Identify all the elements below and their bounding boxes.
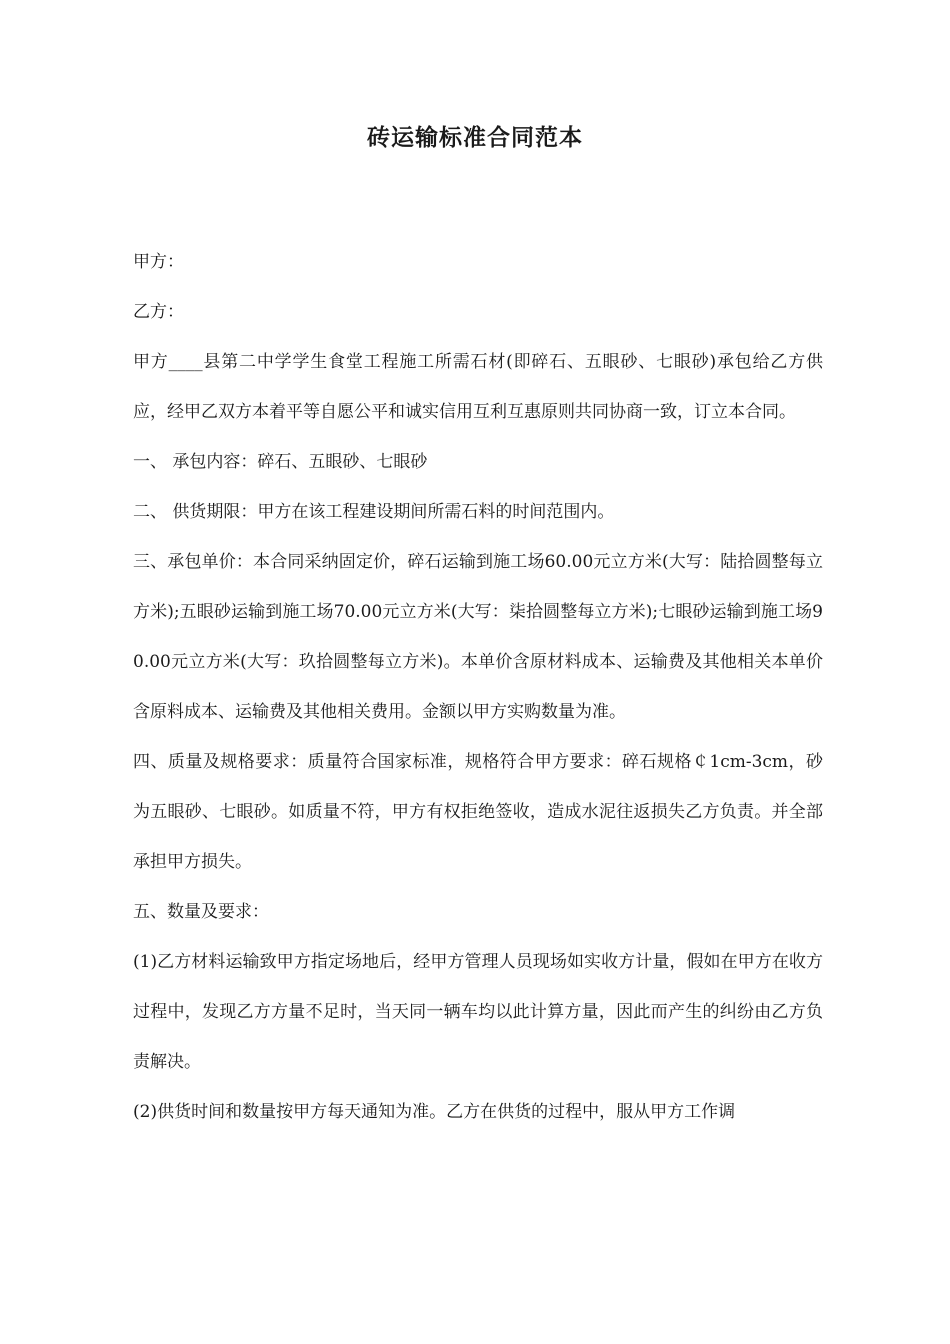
document-body <box>133 237 823 1137</box>
clause-5-heading: 五、数量及要求： <box>133 902 269 922</box>
intro-paragraph: 甲方____县第二中学学生食堂工程施工所需石材(即碎石、五眼砂、七眼砂)承包给乙方供应，经甲乙双方本着平等自愿公平和诚实信用互利互惠原则共同协商一致，订立本合同。 <box>133 352 823 422</box>
clause-4-quality: 四、质量及规格要求：质量符合国家标准，规格符合甲方要求：碎石规格￠1cm-3cm，砂为五眼砂、七眼砂。如质量不符，甲方有权拒绝签收，造成水泥往返损失乙方负责。并全部承担甲方损失。 <box>133 752 823 872</box>
clause-5-item-1: (1)乙方材料运输致甲方指定场地后，经甲方管理人员现场如实收方计量，假如在甲方在收方过程中，发现乙方方量不足时，当天同一辆车均以此计算方量，因此而产生的纠纷由乙方负责解决。 <box>133 952 823 1072</box>
document-title: 砖运输标准合同范本 <box>367 125 583 151</box>
clause-2-period: 二、 供货期限：甲方在该工程建设期间所需石料的时间范围内。 <box>133 502 615 522</box>
clause-3-price: 三、承包单价：本合同采纳固定价，碎石运输到施工场60.00元立方米(大写：陆拾圆整每立方米);五眼砂运输到施工场70.00元立方米(大写：柒拾圆整每立方米);七眼砂运输到施工场90.00元立方米(大写：玖拾圆整每立方米)。本单价含原材料成本、运输费及其他相关本单价含原料成本、运输费及其他相关费用。金额以甲方实购数量为准。 <box>133 552 823 722</box>
party-b-line: 乙方： <box>133 302 184 322</box>
clause-1-content: 一、 承包内容：碎石、五眼砂、七眼砂 <box>133 452 428 472</box>
party-a-line: 甲方： <box>133 252 184 272</box>
clause-5-item-2: (2)供货时间和数量按甲方每天通知为准。乙方在供货的过程中，服从甲方工作调 <box>133 1102 736 1122</box>
